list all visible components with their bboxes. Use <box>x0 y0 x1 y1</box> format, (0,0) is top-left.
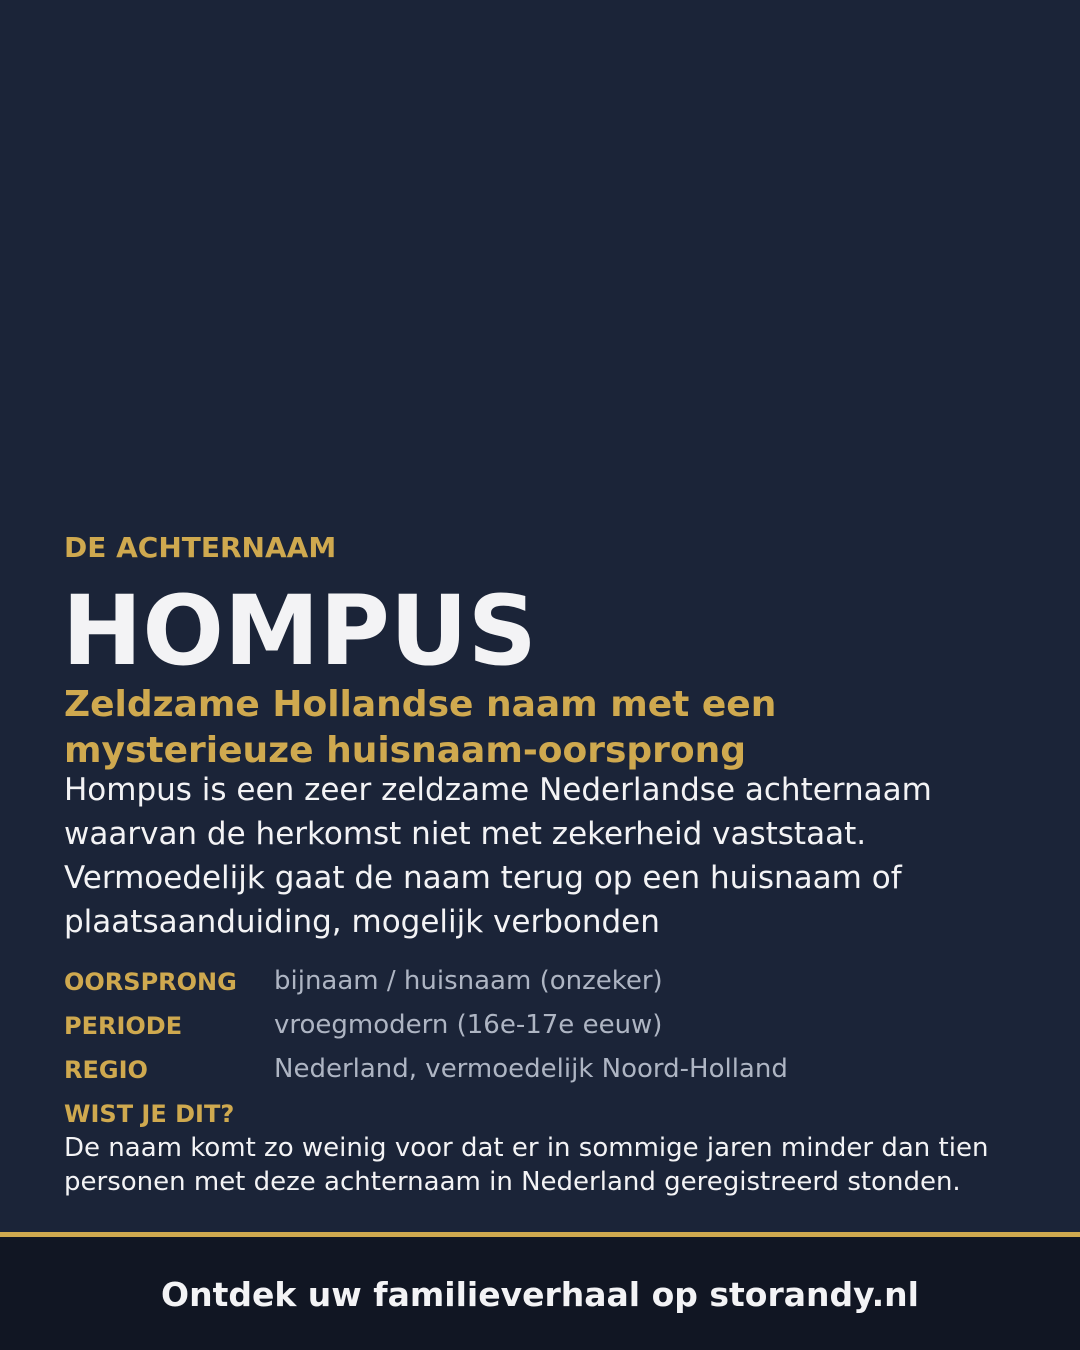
surname-subtitle: Zeldzame Hollandse naam met een mysterieuze huisnaam-oorsprong <box>64 684 777 771</box>
fact-value: bijnaam / huisnaam (onzeker) <box>274 966 663 996</box>
footer-cta: Ontdek uw familieverhaal op storandy.nl <box>161 1274 919 1314</box>
fact-row-oorsprong <box>64 963 1024 1007</box>
trivia-label: WIST JE DIT? <box>64 1100 235 1128</box>
surname-title: HOMPUS <box>62 575 537 687</box>
footer-banner <box>0 1232 1080 1350</box>
surname-description: Hompus is een zeer zeldzame Nederlandse achternaam waarvan de herkomst niet met zekerheid vaststaat. Vermoedelijk gaat de naam terug op een huisnaam of plaatsaanduiding, mogelijk verbonden <box>64 772 932 940</box>
fact-value: Nederland, vermoedelijk Noord-Holland <box>274 1054 788 1084</box>
fact-value: vroegmodern (16e-17e eeuw) <box>274 1010 663 1040</box>
eyebrow-label: DE ACHTERNAAM <box>64 531 337 564</box>
facts-list <box>64 963 1024 1095</box>
fact-row-periode <box>64 1007 1024 1051</box>
fact-label: PERIODE <box>64 1012 183 1040</box>
fact-label: OORSPRONG <box>64 968 237 996</box>
trivia-text: De naam komt zo weinig voor dat er in sommige jaren minder dan tien personen met deze achternaam in Nederland geregistreerd stonden. <box>64 1133 989 1197</box>
fact-label: REGIO <box>64 1056 148 1084</box>
fact-row-regio <box>64 1051 1024 1095</box>
